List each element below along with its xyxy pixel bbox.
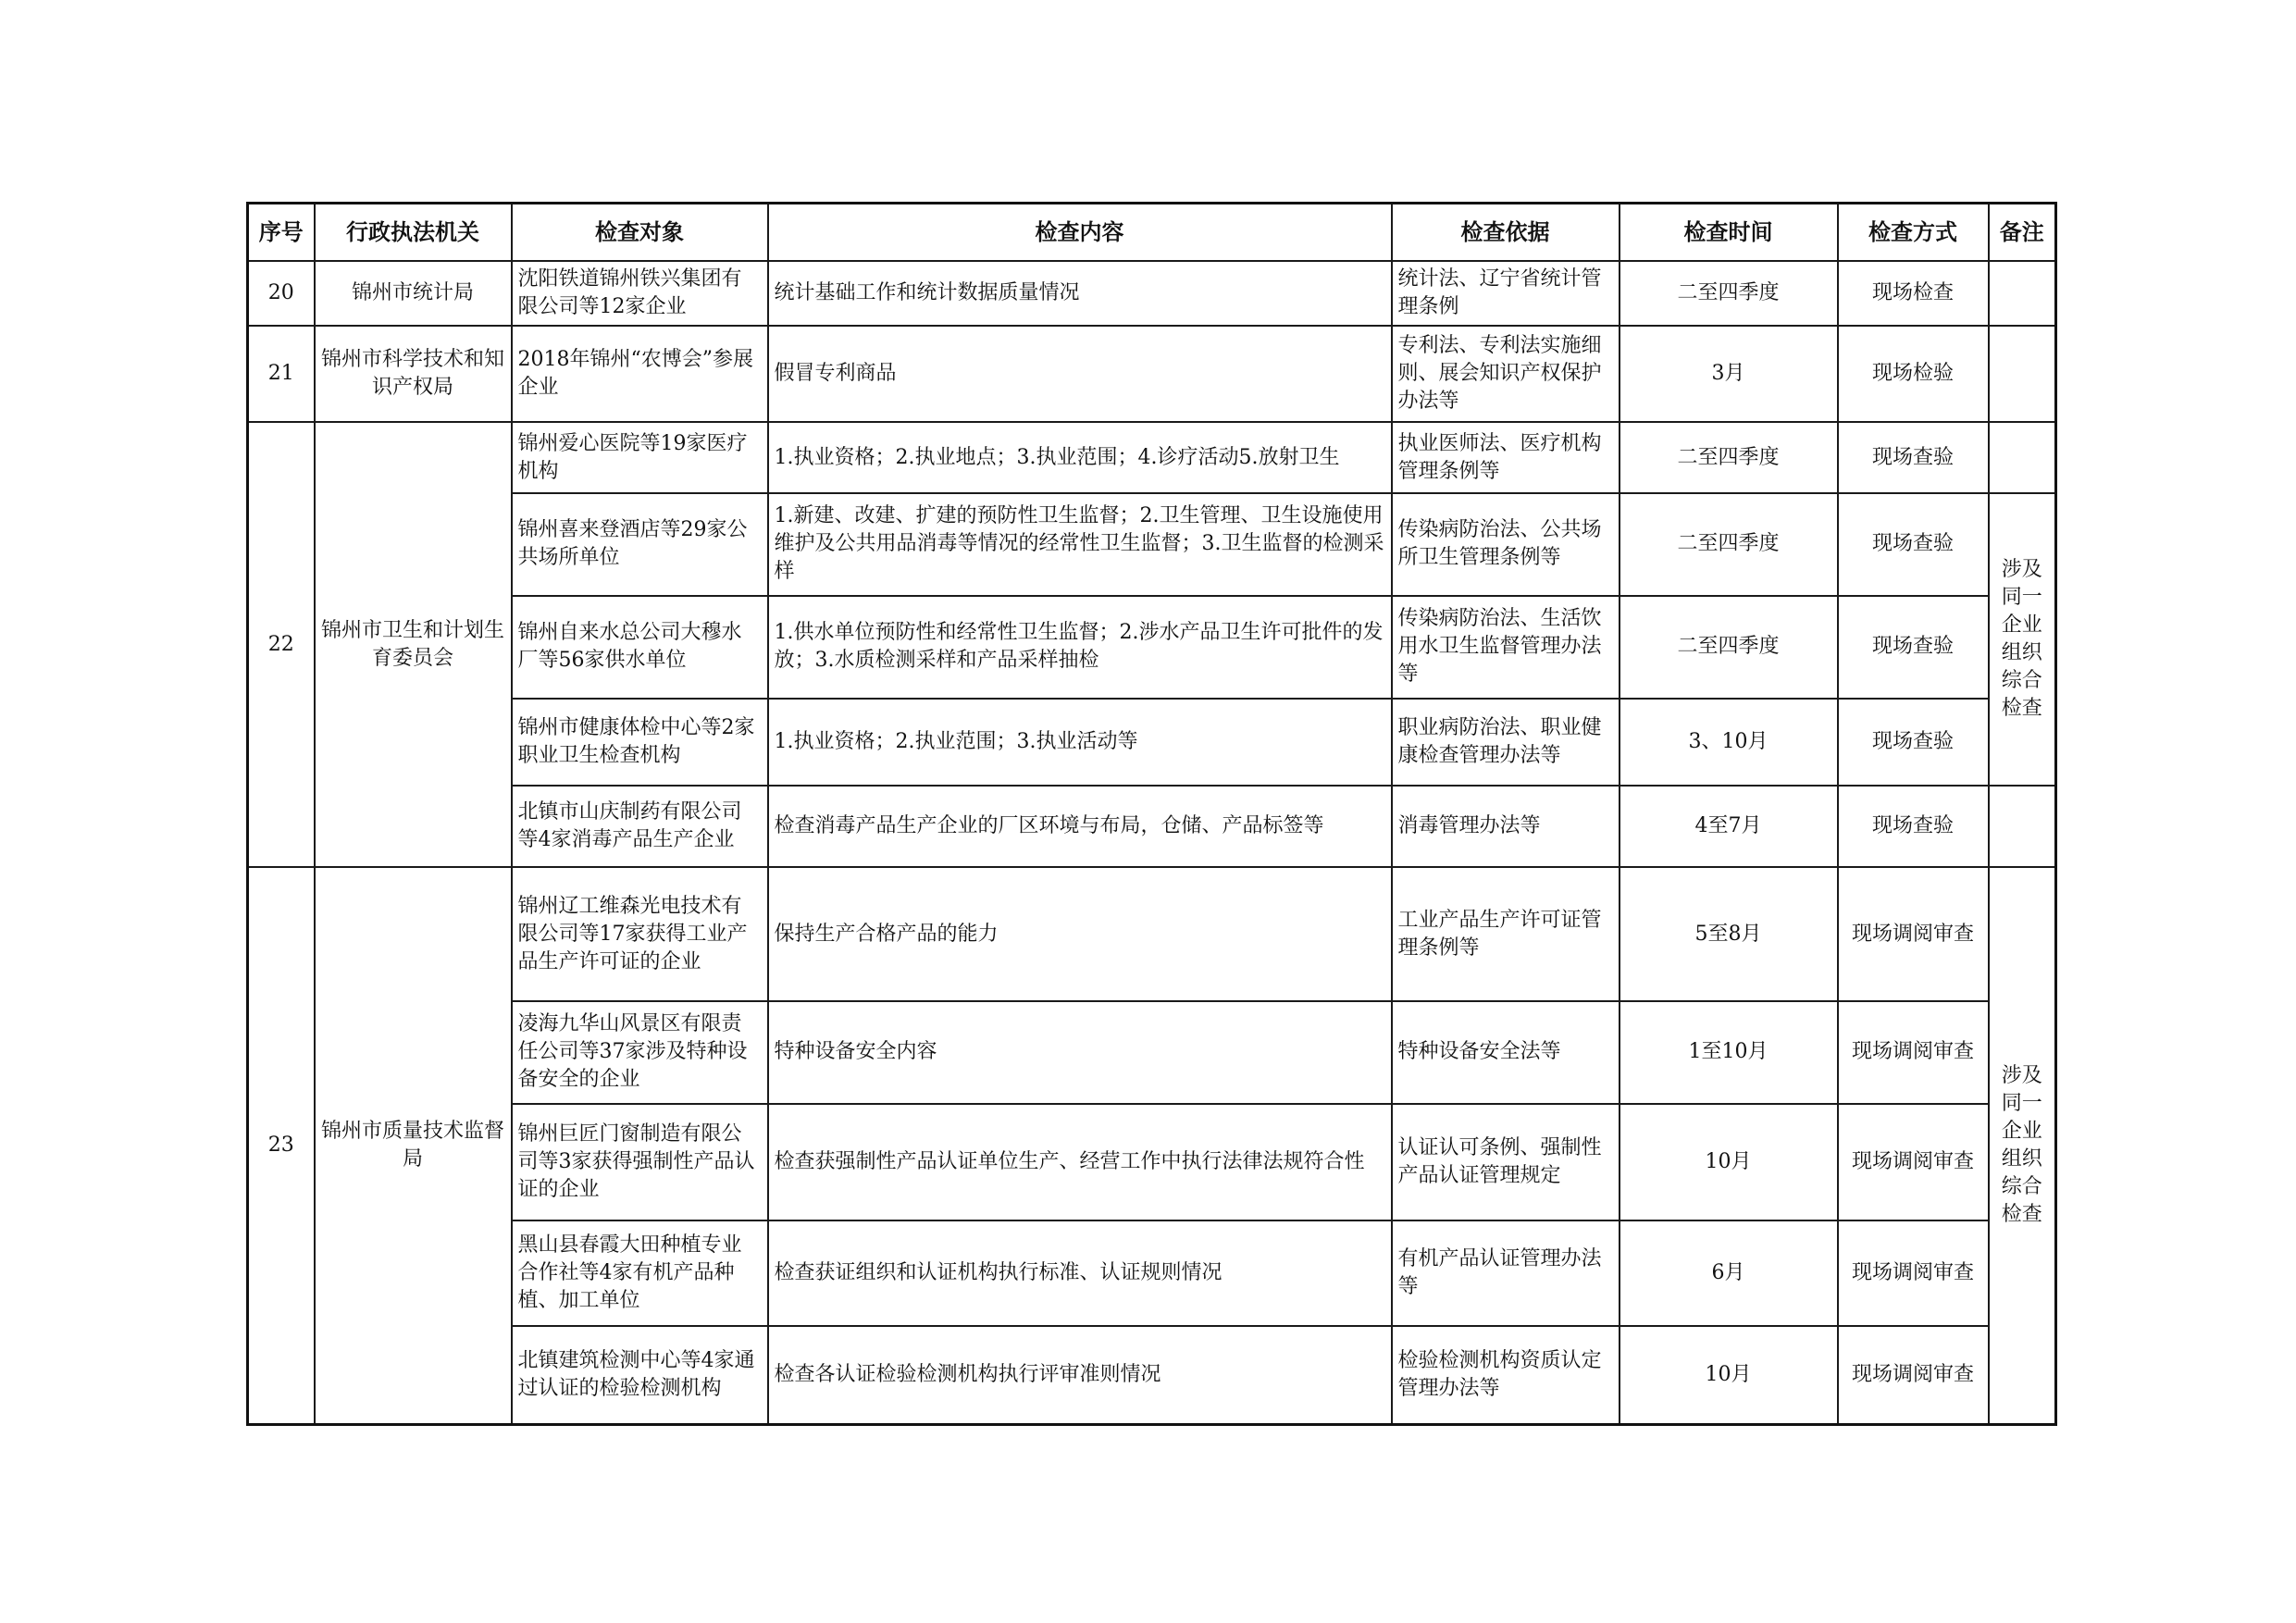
time-cell: 二至四季度	[1620, 493, 1838, 596]
header-seq: 序号	[248, 204, 315, 261]
target-cell: 凌海九华山风景区有限责任公司等37家涉及特种设备安全的企业	[512, 1001, 768, 1104]
time-cell: 1至10月	[1620, 1001, 1838, 1104]
basis-cell: 特种设备安全法等	[1392, 1001, 1620, 1104]
agency-cell: 锦州市统计局	[315, 261, 512, 326]
target-cell: 北镇建筑检测中心等4家通过认证的检验检测机构	[512, 1326, 768, 1425]
note-cell	[1989, 261, 2056, 326]
agency-cell: 锦州市卫生和计划生育委员会	[315, 422, 512, 867]
agency-cell: 锦州市科学技术和知识产权局	[315, 326, 512, 423]
header-agency: 行政执法机关	[315, 204, 512, 261]
content-cell: 假冒专利商品	[768, 326, 1392, 423]
target-cell: 沈阳铁道锦州铁兴集团有限公司等12家企业	[512, 261, 768, 326]
time-cell: 10月	[1620, 1326, 1838, 1425]
table-row	[248, 326, 2056, 423]
content-cell: 1.供水单位预防性和经常性卫生监督；2.涉水产品卫生许可批件的发放；3.水质检测采样和产品采样抽检	[768, 596, 1392, 700]
time-cell: 3、10月	[1620, 699, 1838, 786]
basis-cell: 检验检测机构资质认定管理办法等	[1392, 1326, 1620, 1425]
header-content: 检查内容	[768, 204, 1392, 261]
content-cell: 检查各认证检验检测机构执行评审准则情况	[768, 1326, 1392, 1425]
content-cell: 1.新建、改建、扩建的预防性卫生监督；2.卫生管理、卫生设施使用维护及公共用品消毒等情况的经常性卫生监督；3.卫生监督的检测采样	[768, 493, 1392, 596]
table-row	[248, 1104, 2056, 1221]
method-cell: 现场调阅审查	[1838, 1220, 1989, 1326]
time-cell: 二至四季度	[1620, 596, 1838, 700]
time-cell: 二至四季度	[1620, 422, 1838, 492]
header-method: 检查方式	[1838, 204, 1989, 261]
content-cell: 统计基础工作和统计数据质量情况	[768, 261, 1392, 326]
method-cell: 现场查验	[1838, 493, 1989, 596]
table-row	[248, 261, 2056, 326]
basis-cell: 工业产品生产许可证管理条例等	[1392, 867, 1620, 1001]
header-note: 备注	[1989, 204, 2056, 261]
time-cell: 4至7月	[1620, 786, 1838, 867]
basis-cell: 消毒管理办法等	[1392, 786, 1620, 867]
table-row	[248, 493, 2056, 596]
method-cell: 现场查验	[1838, 596, 1989, 700]
basis-cell: 认证认可条例、强制性产品认证管理规定	[1392, 1104, 1620, 1221]
method-cell: 现场调阅审查	[1838, 1104, 1989, 1221]
target-cell: 锦州喜来登酒店等29家公共场所单位	[512, 493, 768, 596]
basis-cell: 执业医师法、医疗机构管理条例等	[1392, 422, 1620, 492]
target-cell: 2018年锦州“农博会”参展企业	[512, 326, 768, 423]
table-row	[248, 699, 2056, 786]
table-row	[248, 786, 2056, 867]
method-cell: 现场调阅审查	[1838, 867, 1989, 1001]
content-cell: 检查消毒产品生产企业的厂区环境与布局，仓储、产品标签等	[768, 786, 1392, 867]
content-cell: 1.执业资格；2.执业范围；3.执业活动等	[768, 699, 1392, 786]
method-cell: 现场查验	[1838, 699, 1989, 786]
header-target: 检查对象	[512, 204, 768, 261]
basis-cell: 统计法、辽宁省统计管理条例	[1392, 261, 1620, 326]
time-cell: 二至四季度	[1620, 261, 1838, 326]
note-cell: 涉及同一企业组织综合检查	[1989, 493, 2056, 786]
content-cell: 检查获强制性产品认证单位生产、经营工作中执行法律法规符合性	[768, 1104, 1392, 1221]
content-cell: 特种设备安全内容	[768, 1001, 1392, 1104]
basis-cell: 传染病防治法、公共场所卫生管理条例等	[1392, 493, 1620, 596]
basis-cell: 职业病防治法、职业健康检查管理办法等	[1392, 699, 1620, 786]
target-cell: 锦州巨匠门窗制造有限公司等3家获得强制性产品认证的企业	[512, 1104, 768, 1221]
note-cell	[1989, 786, 2056, 867]
table-row	[248, 1326, 2056, 1425]
table-row	[248, 867, 2056, 1001]
target-cell: 锦州自来水总公司大穆水厂等56家供水单位	[512, 596, 768, 700]
table-row	[248, 1220, 2056, 1326]
header-row	[248, 204, 2056, 261]
header-time: 检查时间	[1620, 204, 1838, 261]
content-cell: 保持生产合格产品的能力	[768, 867, 1392, 1001]
target-cell: 锦州辽工维森光电技术有限公司等17家获得工业产品生产许可证的企业	[512, 867, 768, 1001]
basis-cell: 传染病防治法、生活饮用水卫生监督管理办法等	[1392, 596, 1620, 700]
basis-cell: 有机产品认证管理办法等	[1392, 1220, 1620, 1326]
time-cell: 6月	[1620, 1220, 1838, 1326]
content-cell: 1.执业资格；2.执业地点；3.执业范围；4.诊疗活动5.放射卫生	[768, 422, 1392, 492]
table-row	[248, 596, 2056, 700]
target-cell: 锦州市健康体检中心等2家职业卫生检查机构	[512, 699, 768, 786]
header-basis: 检查依据	[1392, 204, 1620, 261]
seq-cell: 22	[248, 422, 315, 867]
time-cell: 5至8月	[1620, 867, 1838, 1001]
method-cell: 现场检查	[1838, 261, 1989, 326]
seq-cell: 21	[248, 326, 315, 423]
method-cell: 现场调阅审查	[1838, 1001, 1989, 1104]
basis-cell: 专利法、专利法实施细则、展会知识产权保护办法等	[1392, 326, 1620, 423]
note-cell: 涉及同一企业组织综合检查	[1989, 867, 2056, 1424]
note-cell	[1989, 326, 2056, 423]
note-cell	[1989, 422, 2056, 492]
target-cell: 北镇市山庆制药有限公司等4家消毒产品生产企业	[512, 786, 768, 867]
seq-cell: 23	[248, 867, 315, 1424]
table-row	[248, 422, 2056, 492]
time-cell: 3月	[1620, 326, 1838, 423]
inspection-plan-table	[246, 202, 2057, 1426]
content-cell: 检查获证组织和认证机构执行标准、认证规则情况	[768, 1220, 1392, 1326]
target-cell: 黑山县春霞大田种植专业合作社等4家有机产品种植、加工单位	[512, 1220, 768, 1326]
time-cell: 10月	[1620, 1104, 1838, 1221]
target-cell: 锦州爱心医院等19家医疗机构	[512, 422, 768, 492]
method-cell: 现场调阅审查	[1838, 1326, 1989, 1425]
seq-cell: 20	[248, 261, 315, 326]
method-cell: 现场查验	[1838, 786, 1989, 867]
table-row	[248, 1001, 2056, 1104]
agency-cell: 锦州市质量技术监督局	[315, 867, 512, 1424]
method-cell: 现场查验	[1838, 422, 1989, 492]
method-cell: 现场检验	[1838, 326, 1989, 423]
